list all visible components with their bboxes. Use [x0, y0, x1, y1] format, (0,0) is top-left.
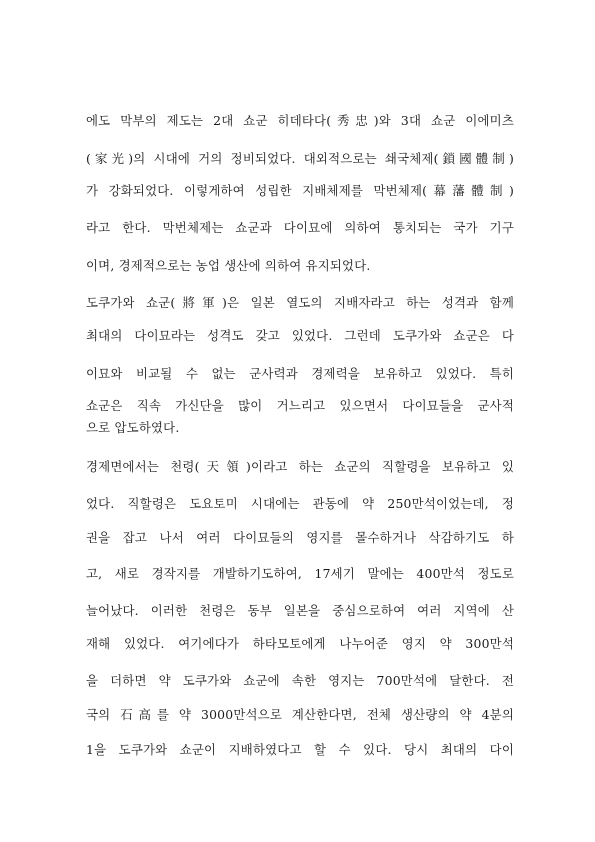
paragraph-3-line-2: 었다. 직할령은 도요토미 시대에는 관동에 약 250만석이었는데, 정	[86, 496, 514, 511]
paragraph-3-line-6: 재해 있었다. 여기에다가 하타모토에게 나누어준 영지 약 300만석	[86, 636, 514, 651]
paragraph-1-line-5: 이며, 경제적으로는 농업 생산에 의하여 유지되었다.	[86, 258, 371, 273]
paragraph-1-line-4: 라고 한다. 막번체제는 쇼군과 다이묘에 의하여 통치되는 국가 기구	[86, 220, 514, 235]
paragraph-3-line-4: 고, 새로 경작지를 개발하기도하여, 17세기 말에는 400만석 정도로	[86, 566, 514, 581]
paragraph-3-line-5: 늘어났다. 이러한 천령은 동부 일본을 중심으로하여 여러 지역에 산	[86, 603, 514, 618]
paragraph-2-line-5: 으로 압도하였다.	[86, 420, 180, 435]
paragraph-3-line-3: 권을 잡고 나서 여러 다이묘들의 영지를 몰수하거나 삭감하기도 하	[86, 530, 514, 545]
paragraph-3-line-1: 경제면에서는 천령(天領)이라고 하는 쇼군의 직할령을 보유하고 있	[86, 459, 514, 474]
paragraph-1-line-3: 가 강화되었다. 이렇게하여 성립한 지배체제를 막번체제(幕藩體制)	[86, 183, 514, 198]
paragraph-2-line-2: 최대의 다이묘라는 성격도 갖고 있었다. 그런데 도쿠가와 쇼군은 다	[86, 328, 514, 343]
paragraph-3-line-8: 국의 石高를 약 3000만석으로 계산한다면, 전체 생산량의 약 4분의	[86, 707, 514, 722]
paragraph-1-line-1: 에도 막부의 제도는 2대 쇼군 히데타다(秀忠)와 3대 쇼군 이에미츠	[86, 113, 514, 128]
paragraph-2-line-3: 이묘와 비교될 수 없는 군사력과 경제력을 보유하고 있었다. 특히	[86, 366, 514, 381]
paragraph-1-line-2: (家光)의 시대에 거의 정비되었다. 대외적으로는 쇄국체제(鎖國體制)	[86, 151, 514, 166]
paragraph-2-line-4: 쇼군은 직속 가신단을 많이 거느리고 있으면서 다이묘들을 군사적	[86, 398, 514, 413]
paragraph-3-line-7: 을 더하면 약 도쿠가와 쇼군에 속한 영지는 700만석에 달한다. 전	[86, 673, 514, 688]
paragraph-2-line-1: 도쿠가와 쇼군(將軍)은 일본 열도의 지배자라고 하는 성격과 함께	[86, 295, 514, 310]
paragraph-3-line-9: 1을 도쿠가와 쇼군이 지배하였다고 할 수 있다. 당시 최대의 다이	[86, 742, 514, 757]
